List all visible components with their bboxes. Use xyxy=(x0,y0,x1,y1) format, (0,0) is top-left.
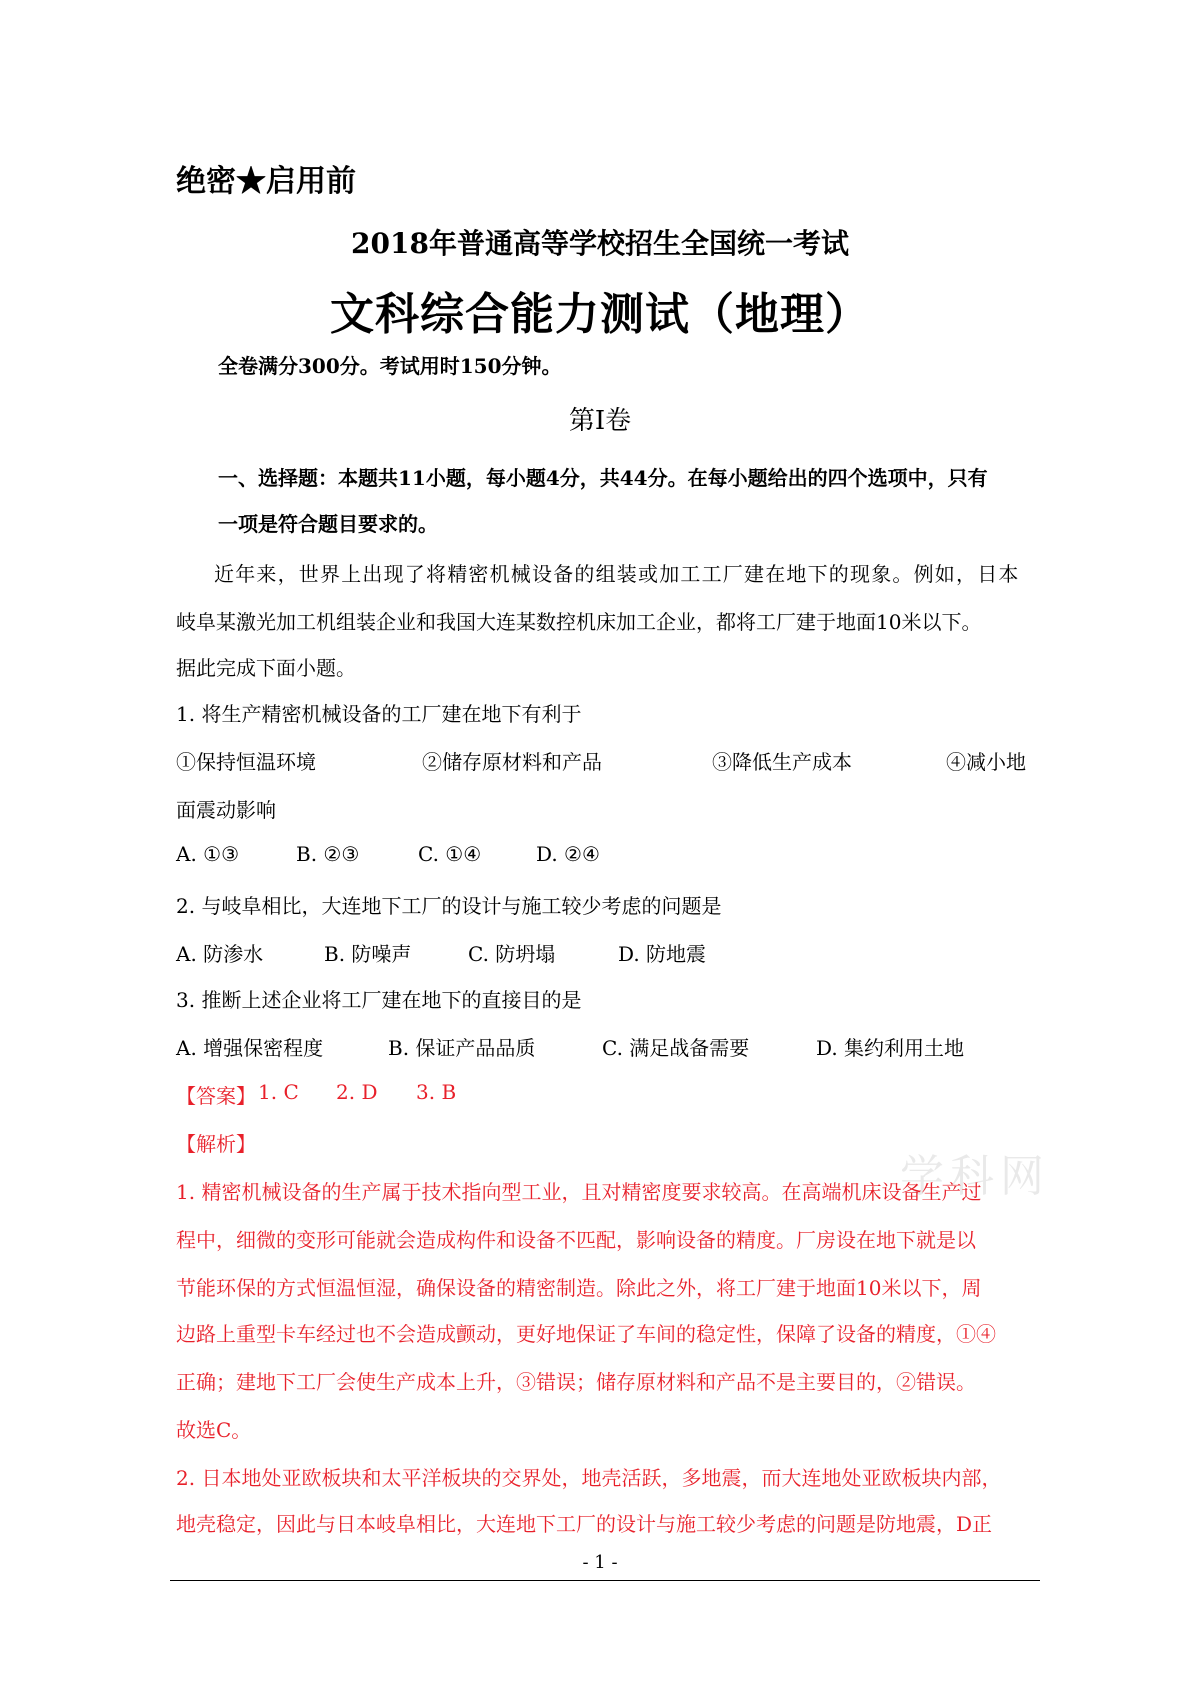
q1-option-c: C. ①④ xyxy=(418,842,482,866)
q2-option-a: A. 防渗水 xyxy=(176,942,264,966)
q3-option-c: C. 满足战备需要 xyxy=(602,1036,750,1060)
analysis-label: 【解析】 xyxy=(176,1132,256,1156)
analysis-line: 故选C。 xyxy=(176,1418,252,1442)
q1-item-1: ①保持恒温环境 xyxy=(176,750,316,774)
q2-option-c: C. 防坍塌 xyxy=(468,942,556,966)
section-instruction-line1: 一、选择题：本题共11小题，每小题4分，共44分。在每小题给出的四个选项中，只有 xyxy=(218,466,988,490)
q1-option-b: B. ②③ xyxy=(296,842,360,866)
passage-line3: 据此完成下面小题。 xyxy=(176,656,356,680)
q1-item-3: ③降低生产成本 xyxy=(712,750,852,774)
question-3-stem: 3. 推断上述企业将工厂建在地下的直接目的是 xyxy=(176,988,582,1012)
q3-option-a: A. 增强保密程度 xyxy=(176,1036,324,1060)
footer-rule xyxy=(170,1580,1040,1581)
section-instruction-line2: 一项是符合题目要求的。 xyxy=(218,512,438,536)
watermark: 学科网 xyxy=(900,1151,1050,1202)
q1-item-4: ④减小地 xyxy=(946,750,1026,774)
analysis-line: 程中，细微的变形可能就会造成构件和设备不匹配，影响设备的精度。厂房设在地下就是以 xyxy=(176,1228,976,1252)
q2-option-d: D. 防地震 xyxy=(618,942,707,966)
answer-3: 3. B xyxy=(416,1080,457,1104)
volume-heading: 第Ⅰ卷 xyxy=(568,406,632,436)
analysis-line: 正确；建地下工厂会使生产成本上升，③错误；储存原材料和产品不是主要目的，②错误。 xyxy=(176,1370,976,1394)
q1-option-a: A. ①③ xyxy=(176,842,240,866)
q2-option-b: B. 防噪声 xyxy=(324,942,412,966)
confidential-label: 绝密★启用前 xyxy=(176,164,356,199)
analysis-line: 边路上重型卡车经过也不会造成颤动，更好地保证了车间的稳定性，保障了设备的精度，①④ xyxy=(176,1322,996,1346)
q3-option-b: B. 保证产品品质 xyxy=(388,1036,536,1060)
analysis-line: 2. 日本地处亚欧板块和太平洋板块的交界处，地壳活跃，多地震，而大连地处亚欧板块内部， xyxy=(176,1466,1002,1490)
passage-line1: 近年来，世界上出现了将精密机械设备的组装或加工工厂建在地下的现象。例如，日本 xyxy=(214,562,1020,586)
question-2-stem: 2. 与岐阜相比，大连地下工厂的设计与施工较少考虑的问题是 xyxy=(176,894,722,918)
score-time-note: 全卷满分300分。考试用时150分钟。 xyxy=(218,354,562,378)
q1-item-4-continued: 面震动影响 xyxy=(176,798,276,822)
q3-option-d: D. 集约利用土地 xyxy=(816,1036,965,1060)
analysis-line: 1. 精密机械设备的生产属于技术指向型工业，且对精密度要求较高。在高端机床设备生产过 xyxy=(176,1180,982,1204)
q1-option-d: D. ②④ xyxy=(536,842,600,866)
subject-title: 文科综合能力测试（地理） xyxy=(330,289,870,340)
answer-1: 1. C xyxy=(258,1080,299,1104)
answer-2: 2. D xyxy=(336,1080,378,1104)
answer-label: 【答案】 xyxy=(176,1084,256,1108)
analysis-line: 地壳稳定，因此与日本岐阜相比，大连地下工厂的设计与施工较少考虑的问题是防地震，D正 xyxy=(176,1512,993,1536)
passage-line2: 岐阜某激光加工机组装企业和我国大连某数控机床加工企业，都将工厂建于地面10米以下。 xyxy=(176,610,982,634)
question-1-stem: 1. 将生产精密机械设备的工厂建在地下有利于 xyxy=(176,702,582,726)
page-number: - 1 - xyxy=(582,1552,618,1573)
exam-title: 2018年普通高等学校招生全国统一考试 xyxy=(351,227,849,260)
q1-item-2: ②储存原材料和产品 xyxy=(422,750,602,774)
analysis-line: 节能环保的方式恒温恒湿，确保设备的精密制造。除此之外，将工厂建于地面10米以下，周 xyxy=(176,1276,982,1300)
